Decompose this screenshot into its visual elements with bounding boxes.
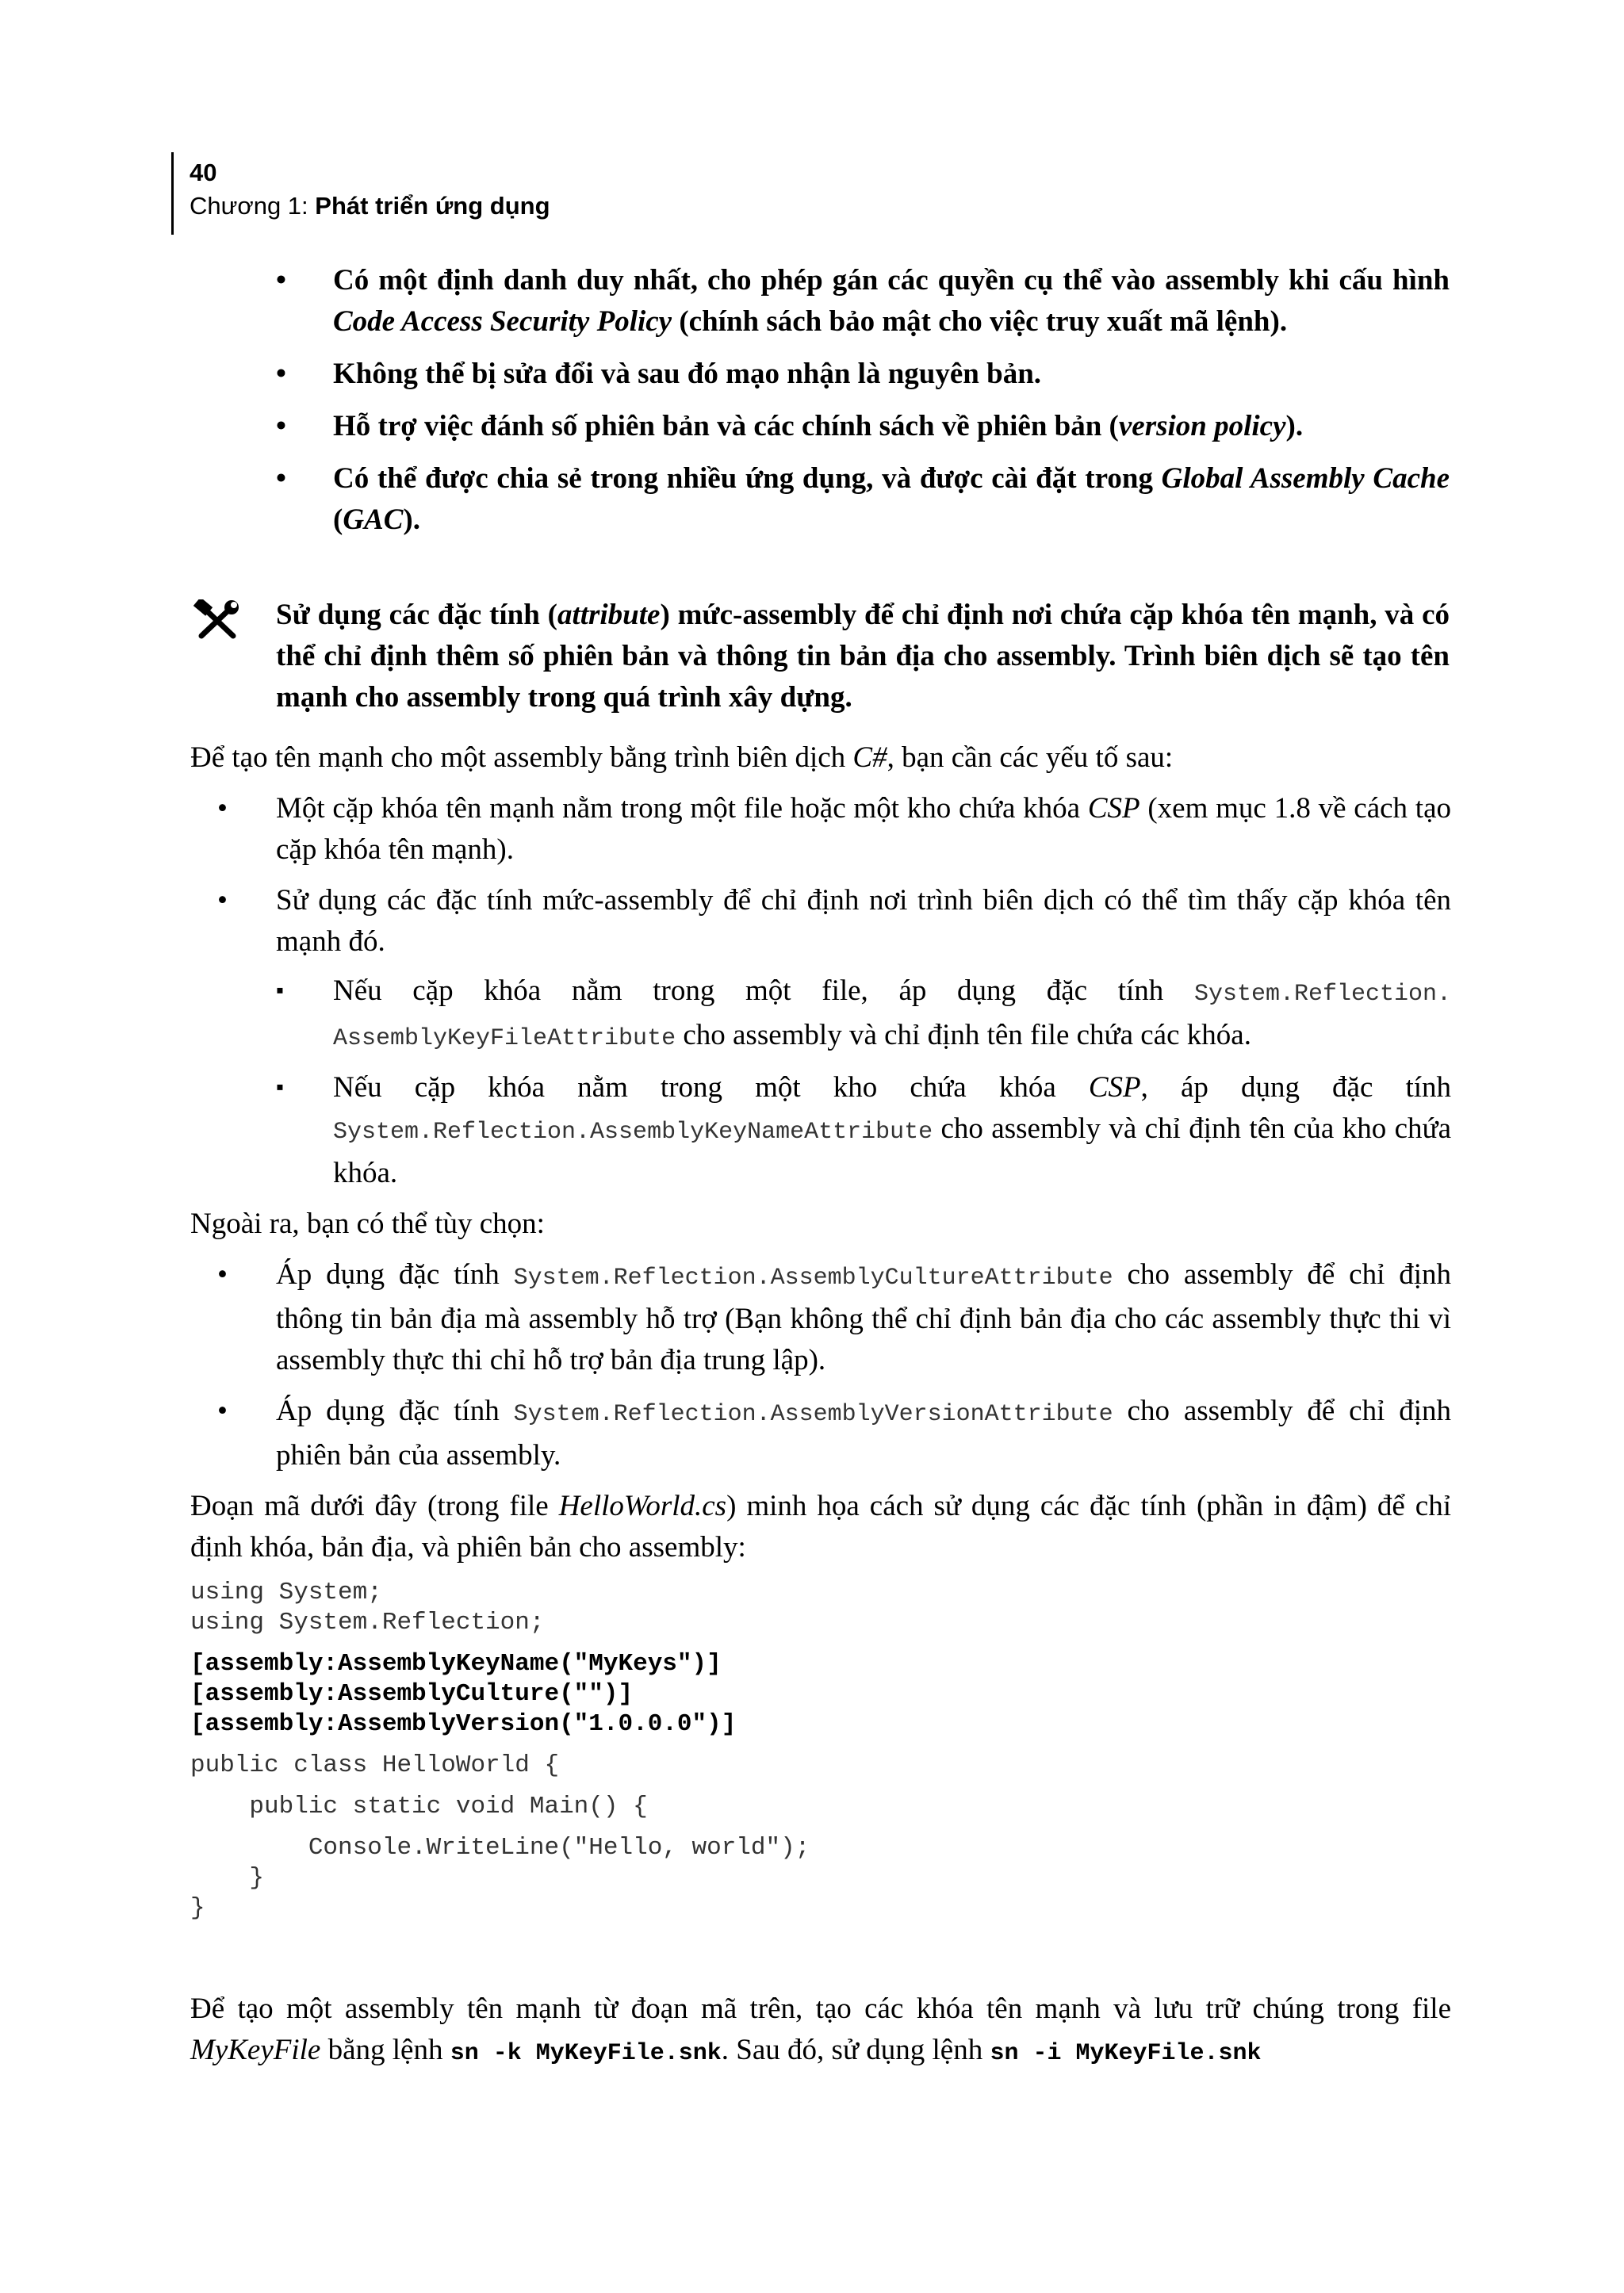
list-item: ▪ Nếu cặp khóa nằm trong một kho chứa khóa CSP, áp dụng đặc tính System.Reflection.AssemblyKeyNameAttribute cho assembly và chỉ định tên của kho chứa khóa. (190, 1067, 1451, 1194)
chapter-label: Chương 1: (190, 192, 316, 220)
list-item: • Áp dụng đặc tính System.Reflection.AssemblyVersionAttribute cho assembly để chỉ định phiên bản của assembly. (190, 1391, 1451, 1476)
page-header (171, 152, 550, 235)
tip-text: Sử dụng các đặc tính (attribute) mức-assembly để chỉ định nơi chứa cặp khóa tên mạnh, và có thể chỉ định thêm số phiên bản và thông tin bản địa cho assembly. Trình biên dịch sẽ tạo tên mạnh cho assembly trong quá trình xây dựng. (276, 599, 1450, 714)
requirements-list (190, 788, 1451, 963)
feature-list (276, 260, 1450, 552)
chapter-heading (190, 189, 550, 224)
optional-list (190, 1254, 1451, 1476)
code-intro-paragraph: Đoạn mã dưới đây (trong file HelloWorld.cs) minh họa cách sử dụng các đặc tính (phần in đậm) để chỉ định khóa, bản địa, và phiên bản cho assembly: (190, 1490, 1451, 1564)
chapter-title: Phát triển ứng dụng (315, 192, 550, 220)
sub-list (190, 970, 1451, 1194)
list-item: • Có thể được chia sẻ trong nhiều ứng dụng, và được cài đặt trong Global Assembly Cache (GAC). (276, 458, 1450, 541)
list-item: • Áp dụng đặc tính System.Reflection.AssemblyCultureAttribute cho assembly để chỉ định thông tin bản địa mà assembly hỗ trợ (Bạn không thể chỉ định bản địa cho các assembly thực thi vì assembly thực thi chỉ hỗ trợ bản địa trung lập). (190, 1254, 1451, 1381)
code-line: using System.Reflection; (190, 1609, 545, 1636)
list-item: ▪ Nếu cặp khóa nằm trong một file, áp dụng đặc tính System.Reflection. AssemblyKeyFileAttribute cho assembly và chỉ định tên file chứa các khóa. (190, 970, 1451, 1059)
tip-note (193, 595, 1450, 718)
page-number: 40 (190, 159, 217, 186)
list-item: • Sử dụng các đặc tính mức-assembly để chỉ định nơi trình biên dịch có thể tìm thấy cặp khóa tên mạnh đó. (190, 880, 1451, 963)
outro-paragraph: Để tạo một assembly tên mạnh từ đoạn mã trên, tạo các khóa tên mạnh và lưu trữ chúng trong file MyKeyFile bằng lệnh sn -k MyKeyFile.snk. Sau đó, sử dụng lệnh sn -i MyKeyFile.snk (190, 1992, 1451, 2067)
code-line: public class HelloWorld { (190, 1751, 560, 1779)
code-line: using System; (190, 1579, 382, 1606)
list-item: • Hỗ trợ việc đánh số phiên bản và các chính sách về phiên bản (version policy). (276, 406, 1450, 447)
code-line: public static void Main() { (190, 1793, 648, 1820)
requirements-section (190, 737, 1451, 1568)
code-line: [assembly:AssemblyKeyName("MyKeys")] (190, 1650, 722, 1678)
code-line: [assembly:AssemblyVersion("1.0.0.0")] (190, 1710, 737, 1738)
code-line: } (190, 1864, 265, 1892)
code-line: [assembly:AssemblyCulture("")] (190, 1680, 634, 1708)
code-listing (190, 1578, 1451, 1924)
outro-section (190, 1989, 1451, 2074)
list-item: • Có một định danh duy nhất, cho phép gán các quyền cụ thể vào assembly khi cấu hình Code Access Security Policy (chính sách bảo mật cho việc truy xuất mã lệnh). (276, 260, 1450, 343)
optional-intro: Ngoài ra, bạn có thể tùy chọn: (190, 1208, 545, 1240)
code-line: } (190, 1894, 205, 1922)
list-item: • Một cặp khóa tên mạnh nằm trong một file hoặc một kho chứa khóa CSP (xem mục 1.8 về cách tạo cặp khóa tên mạnh). (190, 788, 1451, 871)
tools-icon (193, 599, 241, 641)
list-item: • Không thể bị sửa đổi và sau đó mạo nhận là nguyên bản. (276, 354, 1450, 395)
intro-paragraph: Để tạo tên mạnh cho một assembly bằng trình biên dịch C#, bạn cần các yếu tố sau: (190, 741, 1174, 774)
code-line: Console.WriteLine("Hello, world"); (190, 1834, 810, 1862)
